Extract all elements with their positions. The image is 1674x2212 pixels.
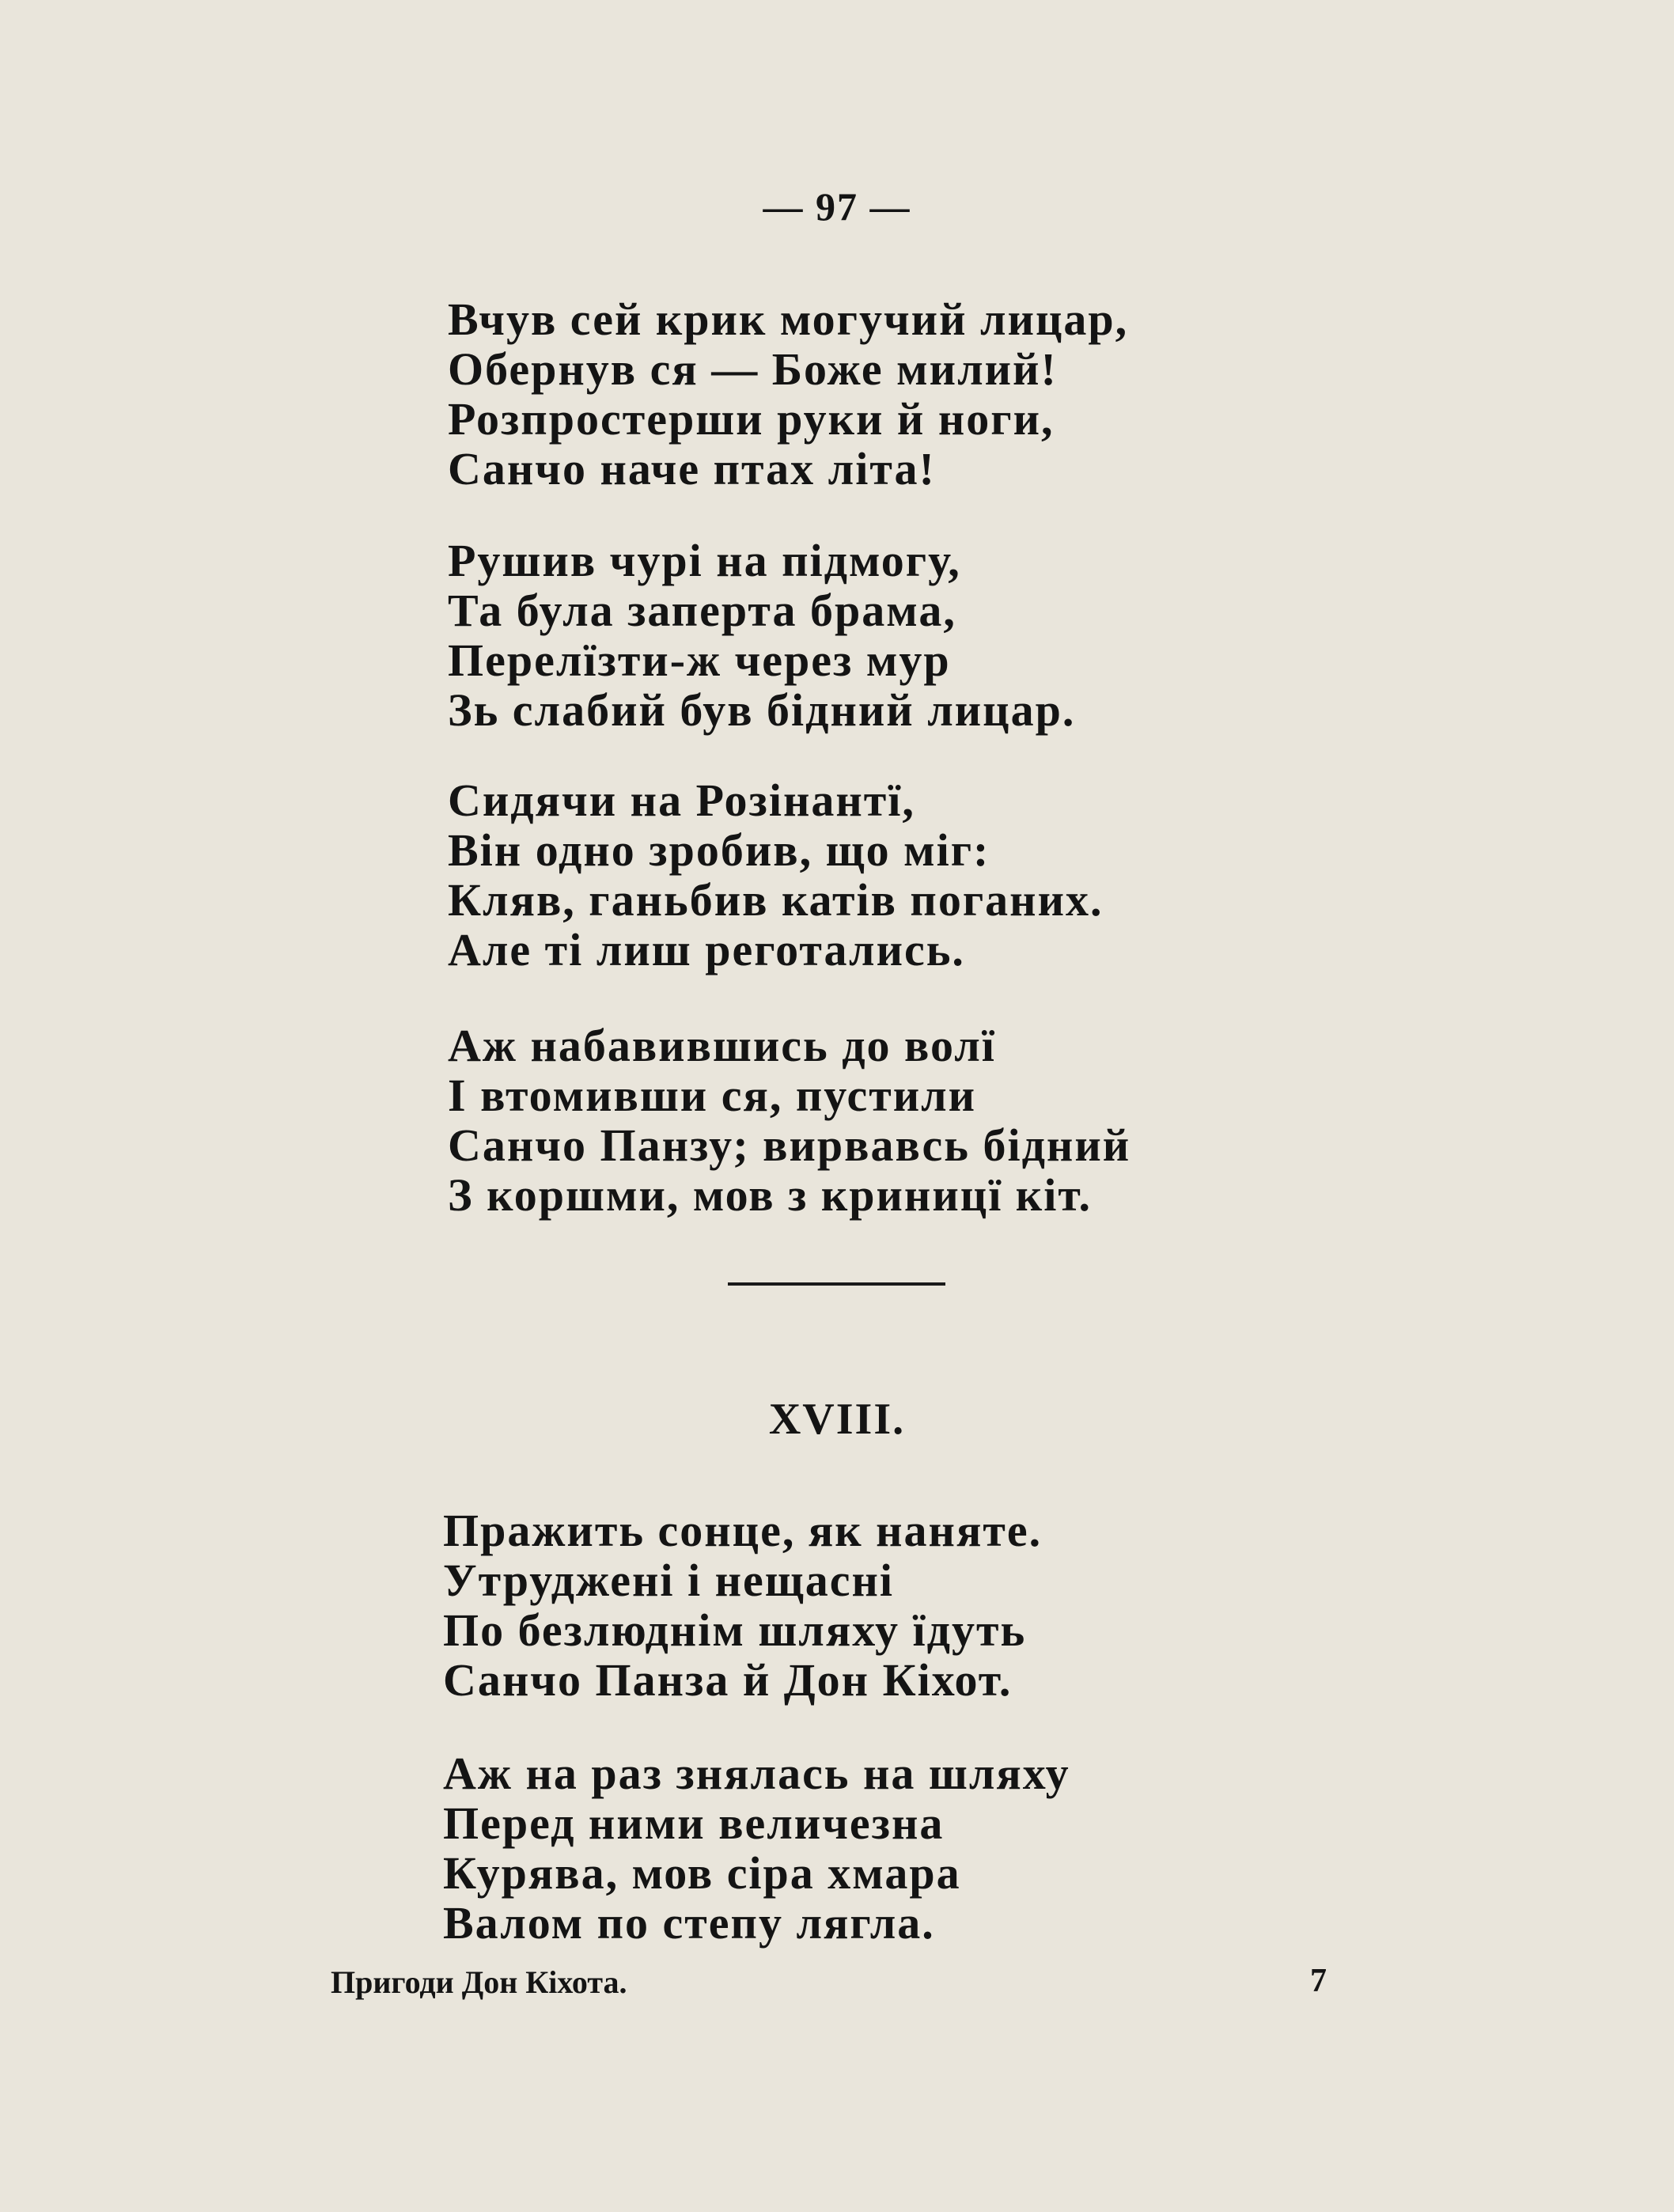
poem-line: Аж набавившись до волї — [448, 1020, 996, 1071]
poem-line: З коршми, мов з криницї кіт. — [448, 1169, 1092, 1221]
poem-line: Санчо Панзу; вирвавсь бідний — [448, 1119, 1131, 1171]
poem-line: Вчув сей крик могучий лицар, — [448, 294, 1129, 345]
poem-line: Утруджені і нещасні — [443, 1555, 895, 1606]
poem-line: Пражить сонце, як наняте. — [443, 1505, 1043, 1556]
poem-line: Та була заперта брама, — [448, 585, 956, 636]
poem-line: Зь слабий був бідний лицар. — [448, 684, 1076, 736]
stanza — [448, 294, 1128, 494]
poem-line: Санчо Панза й Дон Кіхот. — [443, 1654, 1013, 1706]
poem-line: Перед ними величезна — [443, 1797, 945, 1849]
poem-line: По безлюднім шляху їдуть — [443, 1604, 1027, 1656]
poem-line: Санчо наче птах літа! — [448, 443, 936, 494]
chapter-heading: XVIII. — [768, 1395, 906, 1444]
poem-line: Але ті лиш реготались. — [448, 924, 965, 975]
stanza — [443, 1506, 1042, 1705]
poem-line: Рушив чурі на підмогу, — [448, 535, 961, 586]
poem-line: Обернув ся — Боже милий! — [448, 343, 1058, 395]
poem-line: Сидячи на Розінантї, — [448, 775, 915, 826]
footer-book-title: Пригоди Дон Кіхота. — [331, 1964, 627, 2000]
poem-line: Перелїзти-ж через мур — [448, 634, 951, 686]
stanza — [448, 1021, 1131, 1220]
poem-line: Аж на раз знялась на шляху — [443, 1748, 1070, 1799]
stanza — [448, 775, 1104, 975]
poem-line: Розпростерши руки й ноги, — [448, 393, 1055, 445]
poem-line: Курява, мов сіра хмара — [443, 1847, 961, 1899]
footer-signature-mark: 7 — [1310, 1963, 1327, 1999]
stanza — [443, 1748, 1070, 1948]
poem-line: Валом по степу лягла. — [443, 1897, 935, 1949]
page-number: — 97 — — [763, 184, 911, 229]
poem-line: І втомивши ся, пустили — [448, 1070, 977, 1121]
poem-line: Кляв, ганьбив катів поганих. — [448, 874, 1104, 926]
poem-line: Він одно зробив, що міг: — [448, 824, 990, 876]
stanza — [448, 536, 1075, 735]
section-divider — [728, 1282, 945, 1286]
